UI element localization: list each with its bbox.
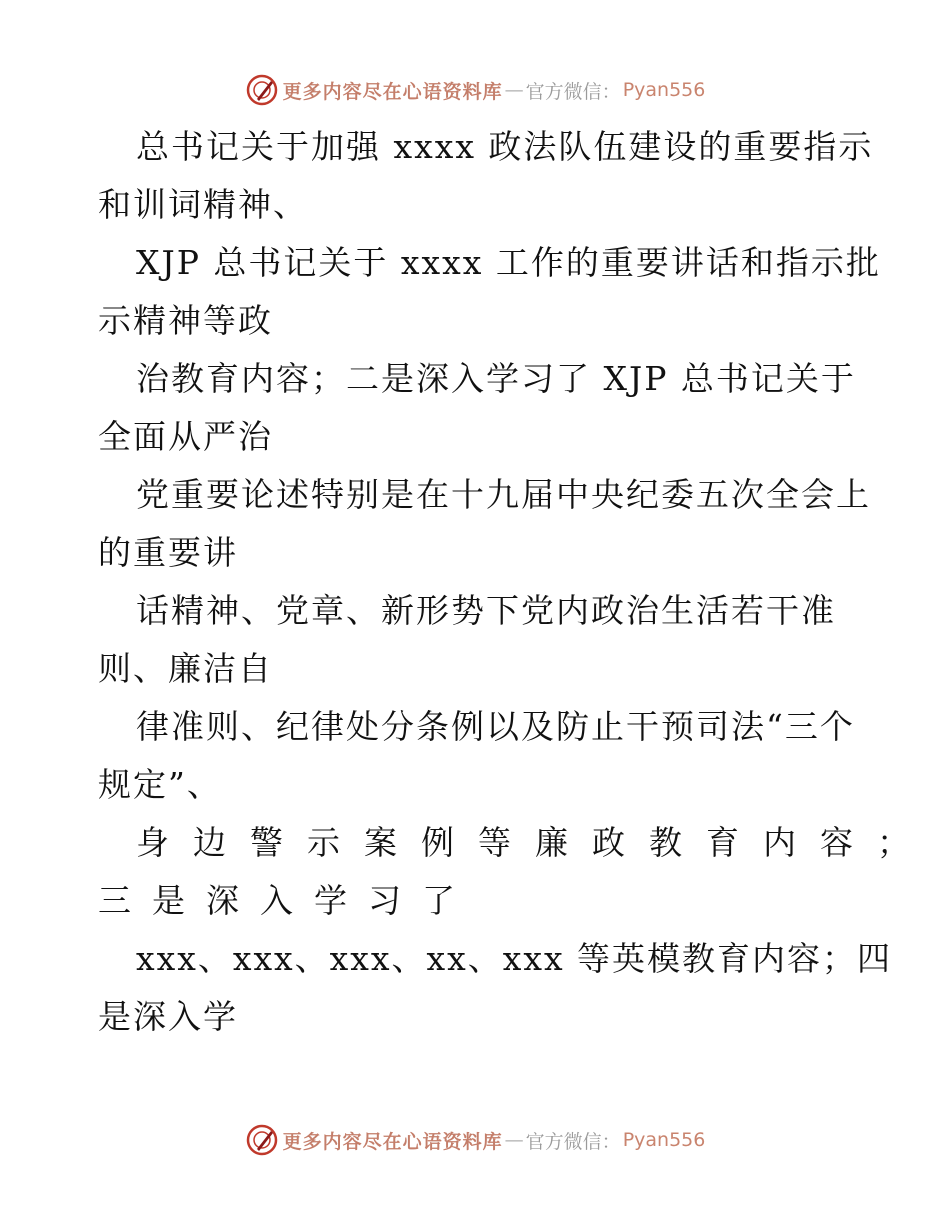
header-banner (0, 70, 950, 110)
text-line: 三是深入学习了 (98, 881, 476, 920)
text-line: XJP 总书记关于 xxxx 工作的重要讲话和指示批 (136, 243, 881, 282)
banner-account: Pyan556 (622, 1129, 706, 1151)
text-line: 话精神、党章、新形势下党内政治生活若干准 (136, 591, 836, 630)
text-line: 身边警示案例等廉政教育内容； (136, 823, 934, 862)
logo-icon (245, 1123, 279, 1157)
text-line: 治教育内容；二是深入学习了 XJP 总书记关于 (136, 359, 856, 398)
footer-banner (0, 1120, 950, 1160)
banner-dash: — (504, 1129, 524, 1151)
banner-wechat-label: 官方微信： (525, 80, 621, 103)
logo-icon (245, 73, 279, 107)
banner-title: 更多内容尽在心语资料库 (282, 1130, 503, 1153)
text-line: 则、廉洁自 (98, 649, 273, 688)
banner-title: 更多内容尽在心语资料库 (282, 80, 503, 103)
text-line: 全面从严治 (98, 417, 273, 456)
text-line: 总书记关于加强 xxxx 政法队伍建设的重要指示 (136, 127, 874, 166)
text-line: 党重要论述特别是在十九届中央纪委五次全会上 (136, 475, 871, 514)
banner-dash: — (504, 79, 524, 101)
text-line: 和训词精神、 (98, 185, 308, 224)
text-line: 规定”、 (98, 765, 222, 804)
banner-wechat-label: 官方微信： (525, 1130, 621, 1153)
text-line: 是深入学 (98, 997, 238, 1036)
text-line: xxx、xxx、xxx、xx、xxx 等英模教育内容；四 (136, 939, 893, 978)
text-line: 示精神等政 (98, 301, 273, 340)
text-line: 的重要讲 (98, 533, 238, 572)
banner-account: Pyan556 (622, 79, 706, 101)
text-line: 律准则、纪律处分条例以及防止干预司法“三个 (136, 707, 855, 746)
document-body (98, 118, 934, 1046)
